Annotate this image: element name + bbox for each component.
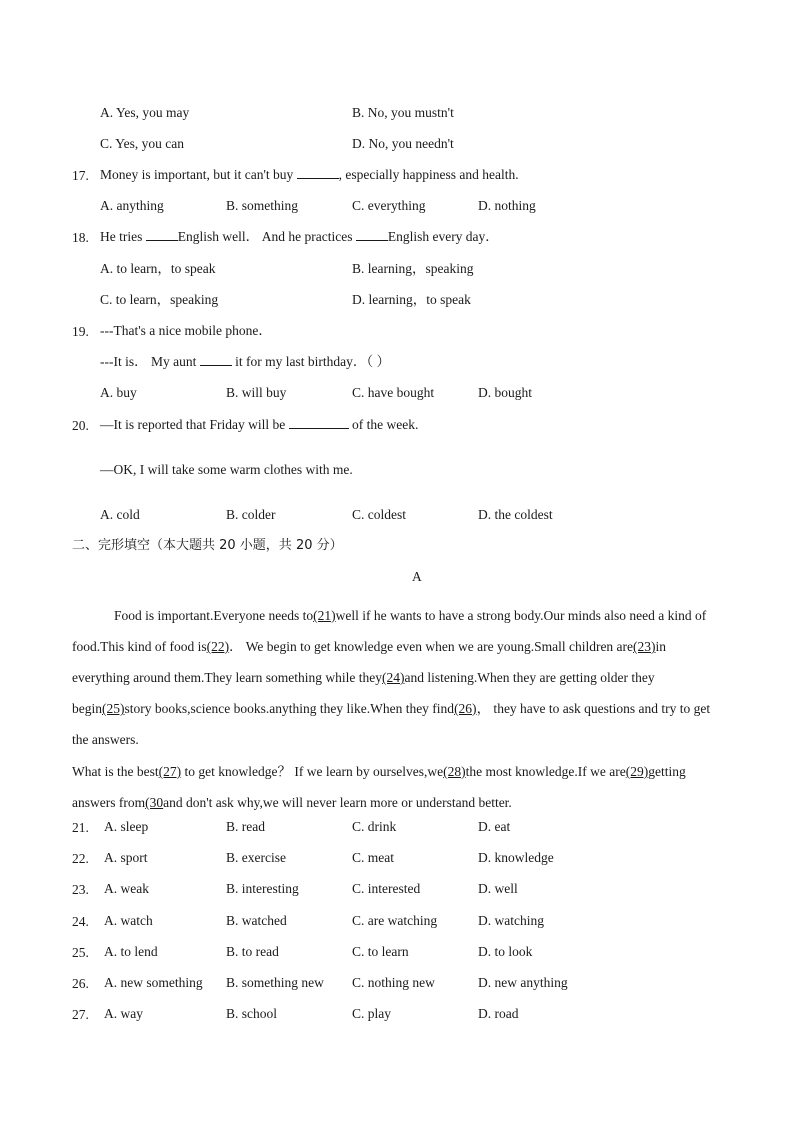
question-number: 20.: [72, 418, 89, 433]
q20-option-d: D. the coldest: [478, 507, 553, 522]
q19-option-b: B. will buy: [226, 385, 287, 400]
blank-23: (23): [633, 639, 656, 654]
dialogue-line: —OK, I will take some warm clothes with me.: [100, 462, 353, 477]
option-a: A. watch: [104, 913, 153, 928]
blank-29: (29): [625, 764, 649, 779]
q16-option-c: C. Yes, you can: [100, 136, 185, 151]
option-b: B. watched: [226, 913, 287, 928]
option-b: B. read: [226, 819, 265, 834]
dialogue-line: ---It is． My aunt it for my last birthday．（ ）: [100, 354, 390, 369]
q17-option-b: B. something: [226, 198, 299, 213]
option-c: C. are watching: [352, 913, 438, 928]
dialogue-line: —It is reported that Friday will be of the week.: [100, 417, 419, 432]
question-number: 24.: [72, 914, 89, 929]
q17-option-a: A. anything: [100, 198, 164, 213]
q19-option-d: D. bought: [478, 385, 532, 400]
option-b: B. something new: [226, 975, 324, 990]
question-number: 17.: [72, 168, 89, 183]
option-b: B. to read: [226, 944, 279, 959]
blank-24: (24): [382, 670, 405, 685]
blank-22: (22): [206, 639, 230, 654]
blank-25: (25): [102, 701, 125, 716]
option-a: A. way: [104, 1006, 143, 1021]
answer-blank: [200, 354, 232, 366]
option-c: C. interested: [352, 881, 421, 896]
q20-option-c: C. coldest: [352, 507, 406, 522]
option-a: A. weak: [104, 881, 149, 896]
question-number: 19.: [72, 324, 89, 339]
passage-paragraph-1: Food is important.Everyone needs to(21)well if he wants to have a strong body.Our minds also need a kind of food.This kind of food is(22)． We begin to get knowledge even when we are young.Small children are(23)in everything around them.They learn something while they(24)and listening.When they are getting older they begin(25)story books,science books.anything they like.When they find(26)， they have to ask questions and try to get the answers.: [72, 608, 711, 747]
question-number: 23.: [72, 882, 89, 897]
dialogue-line: ---That's a nice mobile phone．: [100, 323, 272, 338]
option-c: C. nothing new: [352, 975, 435, 990]
option-a: A. sport: [104, 850, 148, 865]
q18-option-b: B. learning，speaking: [352, 261, 474, 276]
passage-paragraph-2: What is the best(27) to get knowledge？ If we learn by ourselves,we(28)the most knowledge.If we are(29)getting answers from(30and don't ask why,we will never learn more or understand better.: [72, 764, 686, 810]
answer-blank: [356, 229, 388, 241]
question-stem: Money is important, but it can't buy , especially happiness and health.: [100, 167, 519, 182]
blank-21: (21): [313, 608, 336, 623]
question-number: 21.: [72, 820, 89, 835]
option-d: D. road: [478, 1006, 519, 1021]
option-c: C. drink: [352, 819, 397, 834]
option-a: A. to lend: [104, 944, 158, 959]
option-b: B. school: [226, 1006, 278, 1021]
answer-blank: [289, 417, 349, 429]
q16-option-a: A. Yes, you may: [100, 105, 190, 120]
answer-blank: [146, 229, 178, 241]
option-d: D. eat: [478, 819, 511, 834]
question-number: 25.: [72, 945, 89, 960]
section-heading: 二、完形填空（本大题共 20 小题，共 20 分）: [72, 538, 343, 553]
q20-option-b: B. colder: [226, 507, 276, 522]
option-d: D. well: [478, 881, 518, 896]
q18-option-c: C. to learn，speaking: [100, 292, 219, 307]
option-a: A. new something: [104, 975, 203, 990]
q16-option-b: B. No, you mustn't: [352, 105, 454, 120]
q19-option-a: A. buy: [100, 385, 137, 400]
option-a: A. sleep: [104, 819, 149, 834]
option-b: B. exercise: [226, 850, 286, 865]
answer-blank: [297, 167, 339, 179]
blank-28: (28): [443, 764, 466, 779]
q17-option-c: C. everything: [352, 198, 426, 213]
blank-27: (27): [158, 764, 182, 779]
blank-30: (30: [145, 795, 164, 810]
option-d: D. knowledge: [478, 850, 554, 865]
option-d: D. watching: [478, 913, 544, 928]
option-c: C. to learn: [352, 944, 409, 959]
option-d: D. new anything: [478, 975, 568, 990]
q18-option-d: D. learning，to speak: [352, 292, 471, 307]
option-c: C. play: [352, 1006, 391, 1021]
blank-26: (26): [454, 701, 477, 716]
q17-option-d: D. nothing: [478, 198, 536, 213]
option-c: C. meat: [352, 850, 394, 865]
question-stem: He tries English well． And he practices English every day．: [100, 229, 499, 244]
question-number: 27.: [72, 1007, 89, 1022]
passage-label: A: [412, 569, 422, 584]
q18-option-a: A. to learn，to speak: [100, 261, 216, 276]
question-number: 18.: [72, 230, 89, 245]
q16-option-d: D. No, you needn't: [352, 136, 454, 151]
question-number: 22.: [72, 851, 89, 866]
question-number: 26.: [72, 976, 89, 991]
q19-option-c: C. have bought: [352, 385, 435, 400]
q20-option-a: A. cold: [100, 507, 140, 522]
option-d: D. to look: [478, 944, 533, 959]
option-b: B. interesting: [226, 881, 299, 896]
